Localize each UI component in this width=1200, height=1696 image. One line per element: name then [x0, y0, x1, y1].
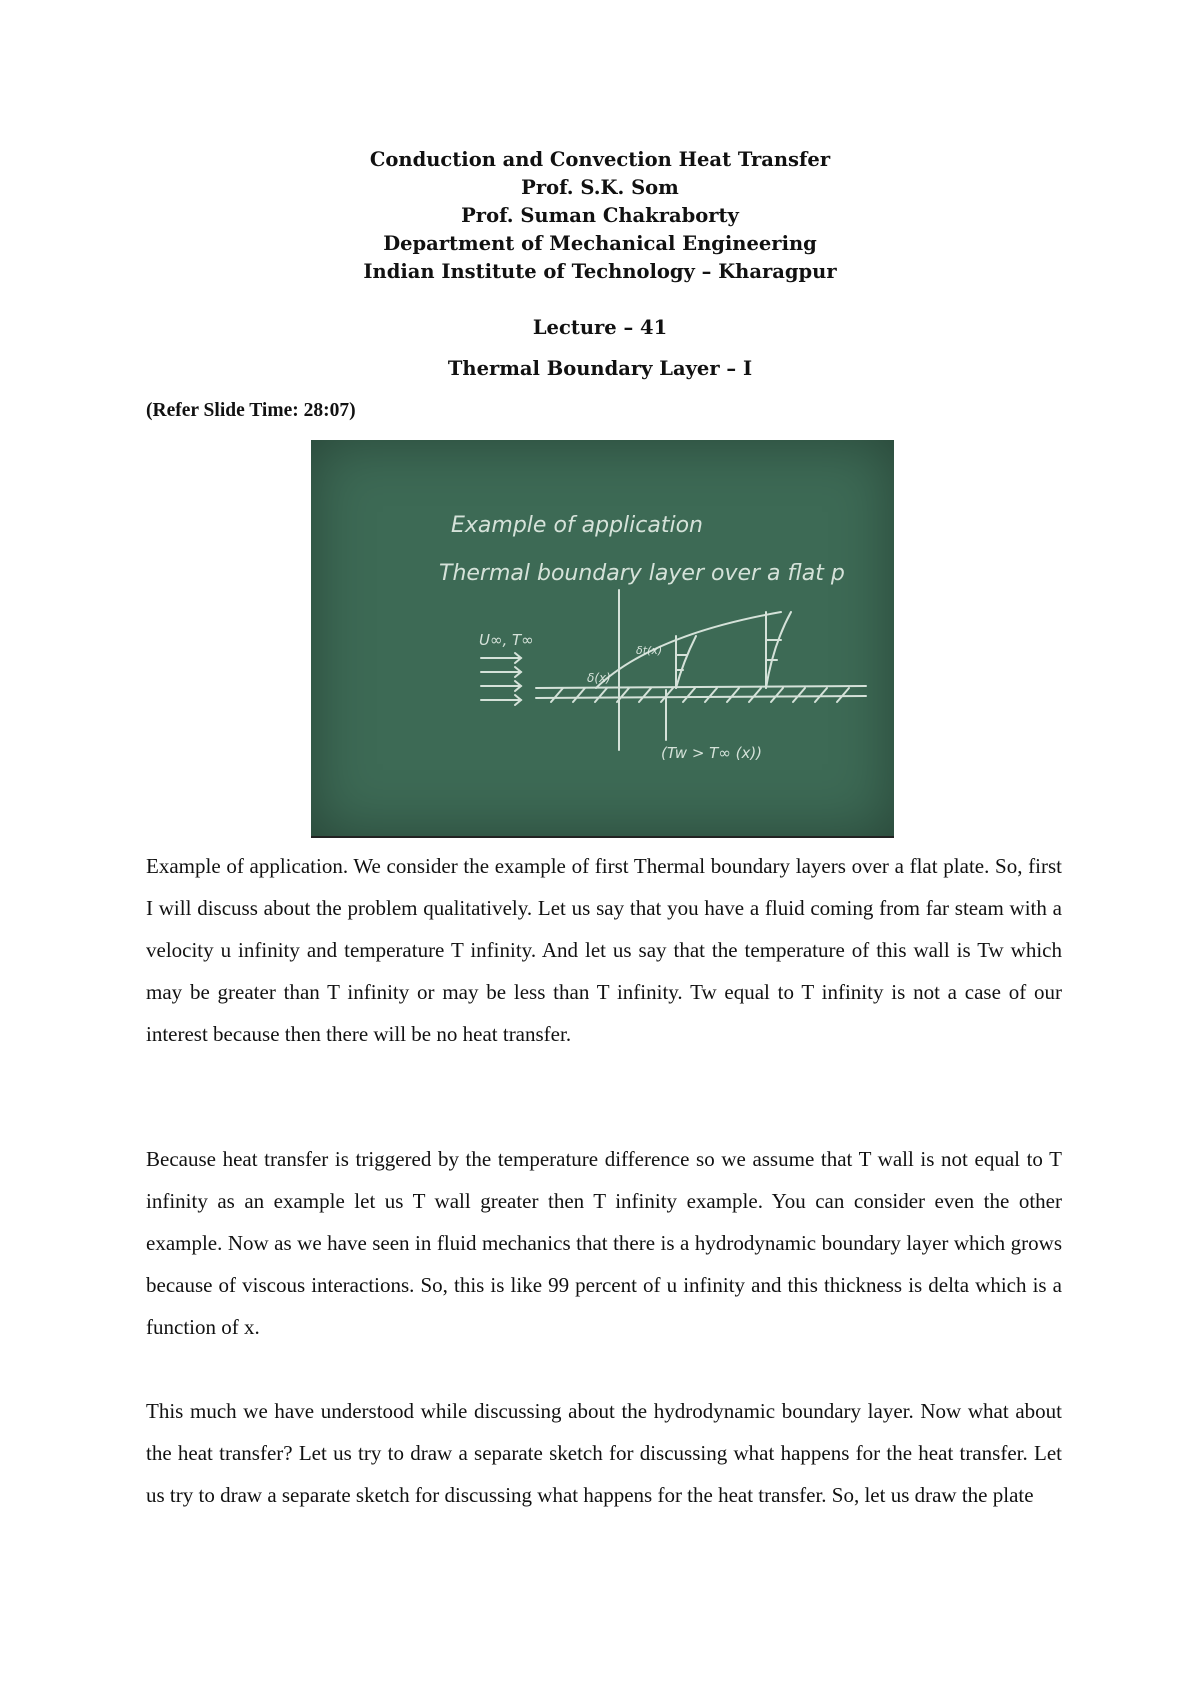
- free-stream-label: U∞, T∞: [479, 631, 534, 649]
- professor-name: Prof. Suman Chakraborty: [461, 204, 739, 227]
- slide-line-2: Thermal boundary layer over a flat p: [439, 561, 845, 586]
- velocity-profile: [766, 612, 791, 688]
- chalkboard-sketch: [311, 440, 894, 836]
- lecture-number: Lecture – 41: [532, 316, 668, 339]
- slide-image: [311, 440, 894, 838]
- professor-name: Prof. S.K. Som: [521, 176, 679, 199]
- plate-hatching: [551, 688, 849, 702]
- document-header: [0, 146, 1200, 286]
- body-paragraph: Because heat transfer is triggered by the temperature difference so we assume that T wall is not equal to T infinity as an example let us T wall greater then T infinity example. You can consider even the other example. Now as we have seen in fluid mechanics that there is a hydrodynamic boundary layer which grows because of viscous interactions. So, this is like 99 percent of u infinity and this thickness is delta which is a function of x.: [146, 1147, 1062, 1339]
- plate-line: [536, 696, 866, 698]
- lecture-title: Thermal Boundary Layer – I: [447, 357, 753, 380]
- refer-slide-time: (Refer Slide Time: 28:07): [146, 400, 356, 421]
- body-paragraph: Example of application. We consider the example of first Thermal boundary layers over a flat plate. So, first I will discuss about the problem qualitatively. Let us say that you have a fluid coming from far steam with a velocity u infinity and temperature T infinity. And let us say that the temperature of this wall is Tw which may be greater than T infinity or may be less than T infinity. Tw equal to T infinity is not a case of our interest because then there will be no heat transfer.: [146, 854, 1062, 1046]
- delta-t-label: δt(x): [636, 644, 663, 657]
- institute-name: Indian Institute of Technology – Kharagpur: [363, 260, 837, 283]
- delta-label: δ(x): [587, 671, 611, 685]
- slide-line-1: Example of application: [451, 513, 703, 538]
- body-paragraph: This much we have understood while discussing about the hydrodynamic boundary layer. Now what about the heat transfer? Let us try to draw a separate sketch for discussing what happens for the heat transfer. Let us try to draw a separate sketch for discussing what happens for the heat transfer. So, let us draw the plate: [146, 1399, 1062, 1507]
- velocity-profile: [676, 636, 696, 688]
- wall-condition-label: (Tw > T∞ (x)): [661, 744, 763, 762]
- department-name: Department of Mechanical Engineering: [383, 232, 817, 255]
- course-title: Conduction and Convection Heat Transfer: [369, 148, 831, 171]
